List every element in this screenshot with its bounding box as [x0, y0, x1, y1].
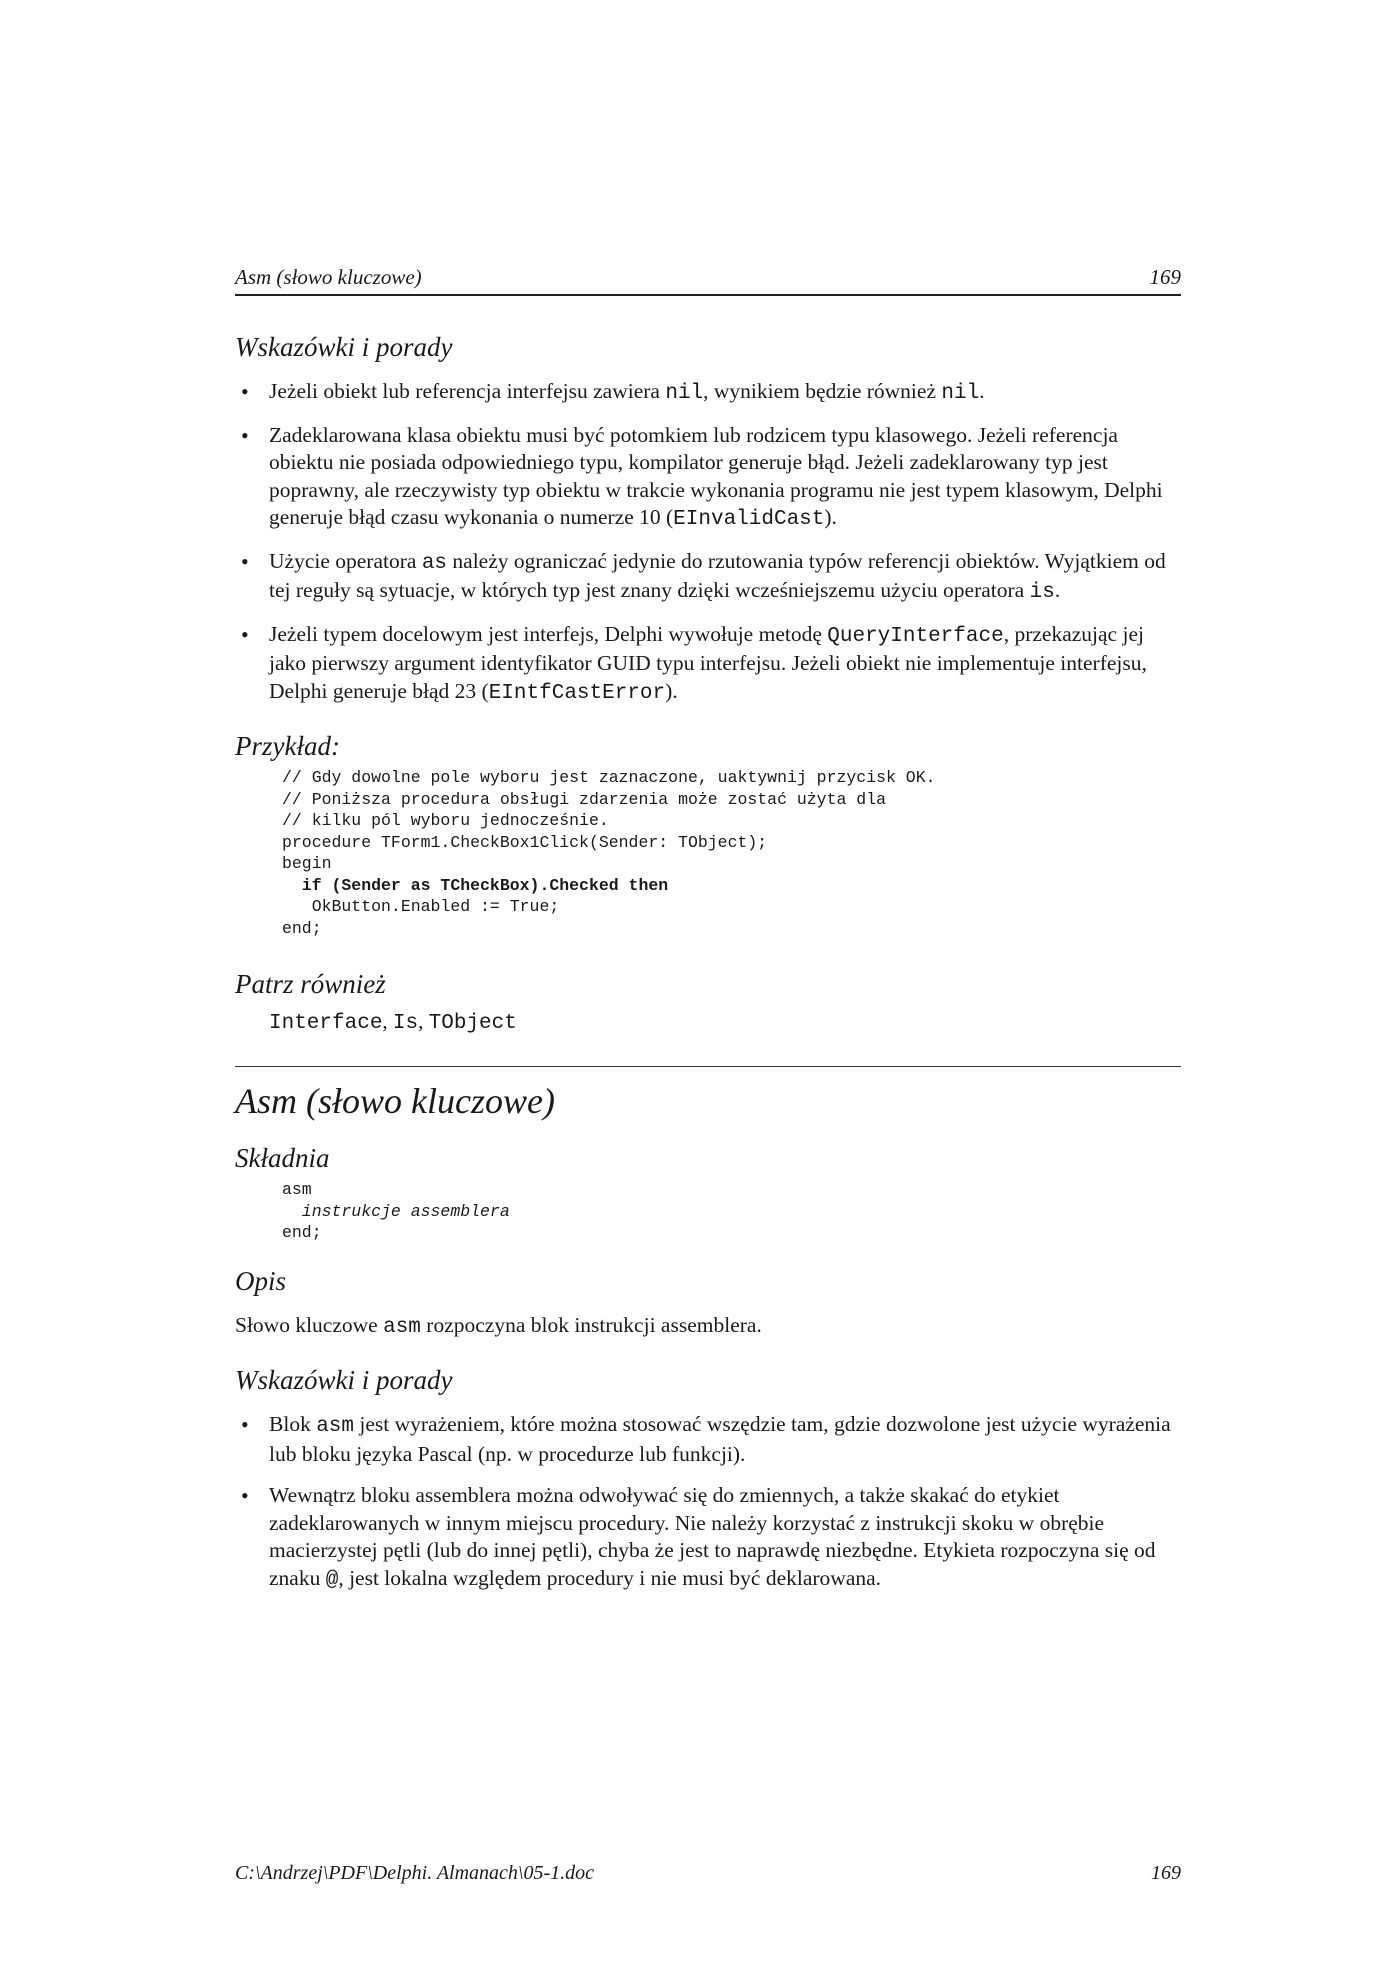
example-heading: Przykład:	[235, 731, 340, 761]
code-line: procedure TForm1.CheckBox1Click(Sender: TObject);	[282, 832, 768, 852]
header-title: Asm (słowo kluczowe)	[235, 265, 422, 289]
list-item: • Jeżeli obiekt lub referencja interfejsu zawiera nil, wynikiem będzie również nil.	[235, 378, 1181, 408]
description-text: Słowo kluczowe asm rozpoczyna blok instrukcji assemblera.	[235, 1312, 762, 1339]
section-title: Asm (słowo kluczowe)	[235, 1081, 555, 1121]
tips-heading: Wskazówki i porady	[235, 332, 453, 362]
see-also-list: Interface, Is, TObject	[269, 1009, 517, 1035]
list-item: • Jeżeli typem docelowym jest interfejs, Delphi wywołuje metodę QueryInterface, przekazując jej jako pierwszy argument identyfikator GUID typu interfejsu. Jeżeli obiekt nie implementuje interfejsu, Delphi generuje błąd 23 (EIntfCastError).	[235, 621, 1181, 708]
list-item: • Użycie operatora as należy ograniczać jedynie do rzutowania typów referencji obiektów. Wyjątkiem od tej reguły są sytuacje, w których typ jest znany dzięki wcześniejszemu użyciu operatora is.	[235, 548, 1181, 607]
see-also-heading: Patrz również	[235, 969, 386, 999]
list-item: • Zadeklarowana klasa obiektu musi być potomkiem lub rodzicem typu klasowego. Jeżeli referencja obiektu nie posiada odpowiedniego typu, kompilator generuje błąd. Jeżeli zadeklarowany typ jest poprawny, ale rzeczywisty typ obiektu w trakcie wykonania programu nie jest typem klasowym, Delphi generuje błąd czasu wykonania o numerze 10 (EInvalidCast).	[235, 422, 1181, 534]
list-item: • Wewnątrz bloku assemblera można odwoływać się do zmiennych, a także skakać do etykiet zadeklarowanych w innym miejscu procedury. Nie należy korzystać z instrukcji skoku w obrębie macierzystej pętli (lub do innej pętli), chyba że jest to naprawdę niezbędne. Etykieta rozpoczyna się od znaku @, jest lokalna względem procedury i nie musi być deklarowana.	[235, 1482, 1181, 1594]
section-divider	[235, 1066, 1181, 1067]
code-line: end;	[282, 918, 322, 938]
code-line: OkButton.Enabled := True;	[282, 897, 560, 916]
example-code-block	[235, 767, 1181, 939]
running-header	[235, 265, 1181, 296]
syntax-heading: Składnia	[235, 1143, 330, 1173]
footer-page-number: 169	[1151, 1862, 1181, 1884]
code-line: begin	[282, 854, 332, 873]
see-also-link-interface[interactable]: Interface	[269, 1012, 383, 1035]
code-line: asm	[282, 1180, 312, 1199]
code-line: if (Sender as TCheckBox).Checked then	[282, 875, 669, 895]
list-item: • Blok asm jest wyrażeniem, które można stosować wszędzie tam, gdzie dozwolone jest użycie wyrażenia lub bloku języka Pascal (np. w procedurze lub funkcji).	[235, 1411, 1181, 1468]
code-line: // kilku pól wyboru jednocześnie.	[282, 811, 609, 830]
page-content	[235, 330, 1181, 1594]
see-also-link-is[interactable]: Is	[392, 1012, 419, 1035]
description-heading: Opis	[235, 1265, 287, 1296]
code-line: end;	[282, 1223, 322, 1242]
asm-tips-list	[235, 1411, 1181, 1594]
asm-tips-heading: Wskazówki i porady	[235, 1365, 453, 1395]
code-line: // Poniższa procedura obsługi zdarzenia może zostać użyta dla	[282, 789, 886, 809]
see-also-link-tobject[interactable]: TObject	[428, 1012, 517, 1035]
tips-list	[235, 378, 1181, 707]
page-footer	[235, 1862, 1181, 1885]
code-line: // Gdy dowolne pole wyboru jest zaznaczone, uaktywnij przycisk OK.	[282, 768, 936, 787]
footer-file-path: C:\Andrzej\PDF\Delphi. Almanach\05-1.doc	[235, 1862, 595, 1884]
code-line: instrukcje assemblera	[282, 1201, 510, 1221]
header-page-number: 169	[1149, 265, 1181, 289]
syntax-code-block	[235, 1179, 1181, 1244]
